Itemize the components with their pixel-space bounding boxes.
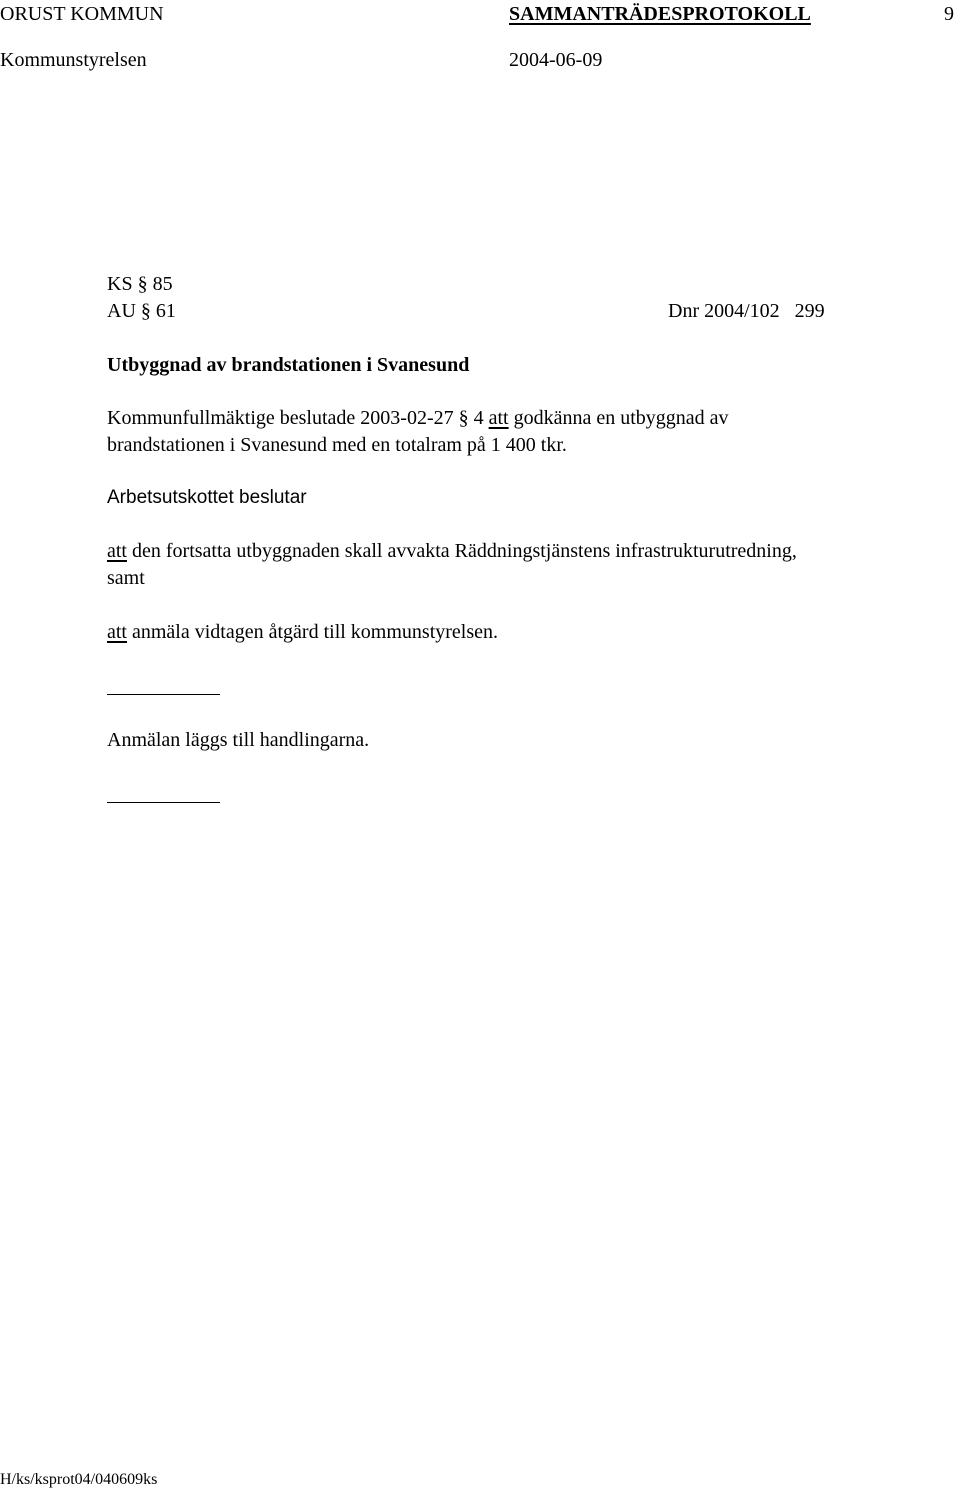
- paragraph-symbol: §: [140, 300, 151, 322]
- ks-prefix: KS: [107, 273, 133, 295]
- decision-item-1-continuation: samt: [107, 567, 145, 589]
- ks-number: 85: [152, 273, 173, 295]
- file-path: H/ks/ksprot04/040609ks: [0, 1471, 158, 1488]
- decision-text: anmäla vidtagen åtgärd till kommunstyrelsen.: [132, 621, 499, 643]
- decision-text: den fortsatta utbyggnaden skall avvakta Räddningstjänstens infrastrukturutredning,: [132, 540, 797, 562]
- au-number: 61: [155, 300, 176, 322]
- separator-line: [107, 694, 220, 695]
- background-text: Kommunfullmäktige beslutade 2003-02-27: [107, 407, 454, 429]
- diary-number: Dnr 2004/102 299: [668, 300, 825, 322]
- background-line-2: brandstationen i Svanesund med en totalram på 1 400 tkr.: [107, 434, 567, 456]
- committee-name: Kommunstyrelsen: [0, 49, 147, 71]
- document-type-title: SAMMANTRÄDESPROTOKOLL: [509, 3, 811, 25]
- att-keyword: att: [107, 621, 127, 643]
- att-keyword: att: [488, 407, 509, 429]
- decision-item-2: [107, 622, 498, 642]
- paragraph-symbol: §: [458, 407, 469, 429]
- au-paragraph: [107, 301, 176, 321]
- note-text: Anmälan läggs till handlingarna.: [107, 729, 370, 751]
- paragraph-ref-number: 4: [473, 407, 484, 429]
- separator-line: [107, 802, 220, 803]
- paragraph-symbol: §: [137, 273, 148, 295]
- att-keyword: att: [107, 540, 127, 562]
- page-number: 9: [944, 3, 954, 25]
- decision-item-1: [107, 541, 797, 561]
- meeting-date: 2004-06-09: [509, 49, 603, 71]
- decision-intro: Arbetsutskottet beslutar: [107, 487, 307, 508]
- ks-paragraph: [107, 274, 173, 294]
- background-line-1: [107, 408, 729, 428]
- au-prefix: AU: [107, 300, 136, 322]
- background-text: godkänna en utbyggnad av: [513, 407, 729, 429]
- section-title: Utbyggnad av brandstationen i Svanesund: [107, 354, 470, 376]
- organization-name: ORUST KOMMUN: [0, 3, 164, 25]
